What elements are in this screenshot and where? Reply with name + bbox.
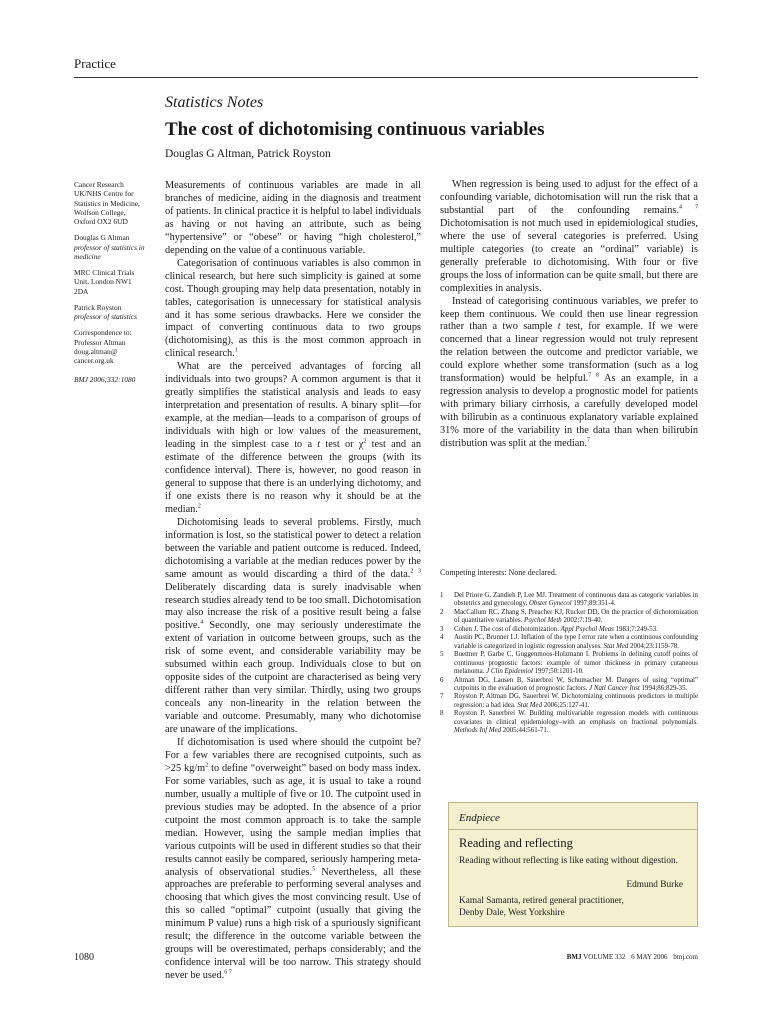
header-divider — [74, 77, 698, 78]
journal-name: BMJ — [566, 953, 582, 961]
reference-item — [440, 592, 698, 609]
citation-text: BMJ 2006;332:1080 — [74, 375, 136, 385]
reference-text: Austin PC, Brunner LJ. Inflation of the type I error rate when a continuous confounding variable is categorized in logistic regression analyses. — [454, 634, 698, 650]
reference-citation: 1983;7:249-53. — [613, 625, 658, 633]
article-title: The cost of dichotomising continuous variables — [165, 119, 545, 140]
reference-citation: 1994;86:829-35. — [639, 684, 688, 692]
endpiece-credit-line-1: Kamal Samanta, retired general practitioner, — [459, 896, 624, 906]
reference-list — [440, 592, 698, 736]
reference-journal: Methods Inf Med — [454, 727, 502, 735]
reference-citation: 2002;7:19-40. — [561, 617, 603, 625]
ref-marker: 4 7 — [678, 204, 699, 211]
reference-item — [440, 677, 698, 694]
reference-journal: J Clin Epidemiol — [486, 668, 533, 676]
reference-item — [440, 693, 698, 710]
reference-number: 7 — [440, 693, 444, 701]
ref-marker: 5 — [312, 866, 316, 873]
reference-number: 5 — [440, 651, 444, 659]
reference-number: 6 — [440, 676, 444, 684]
paragraph-3: What are the perceived advantages of forcing all individuals into two groups? A common argument is that it greatly simplifies the statistical analysis and leads to easy interpretation and presentation of results. A binary split—for example, at the median—leads to a comparison of groups of individuals with high or low values of the measurement, leading in the simplest case to a t test or $\chi^2$ test and an estimate of the difference between the groups (with its confidence interval). There is, however, no good reason in general to suppose that there is an underlying dichotomy, and if one exists there is no reason why it should be at the median.$^2$ — [165, 361, 421, 515]
ref-marker: 7 — [587, 437, 590, 444]
endpiece-credit — [459, 896, 689, 919]
reference-number: 8 — [440, 710, 444, 718]
author-2-name: Patrick Royston — [74, 302, 122, 312]
reference-citation: 2006;25:127-41. — [542, 701, 590, 709]
correspondence — [74, 328, 146, 365]
ref-marker: 6 7 — [224, 969, 232, 976]
endpiece-title: Reading and reflecting — [459, 836, 573, 850]
section-label: Practice — [74, 56, 116, 71]
paragraph-4: Dichotomising leads to several problems. Firstly, much information is lost, so the statistical power to detect a relation between the variable and patient outcome is reduced. Indeed, dichotomising a variable at the median reduces power by the same amount as would discarding a third of the data.$^{2 3}$ Deliberately discarding data is surely inadvisable when research studies already tend to be too small. Dichotomisation may also increase the risk of a positive result being a false positive.$^4$ Secondly, one may seriously underestimate the extent of variation in outcome between groups, such as the risk of some event, and considerable variability may be subsumed within each group. Individuals close to but on opposite sides of the cutpoint are characterised as being very different rather than very similar. Thirdly, using two groups conceals any non-linearity in the relation between the variable and outcome. Presumably, many who dichotomise are unaware of the implications. — [165, 516, 422, 736]
author-1-role: professor of statistics in medicine — [74, 242, 145, 261]
author-line: Douglas G Altman, Patrick Royston — [165, 148, 331, 160]
ref-marker: 7 8 — [588, 372, 599, 379]
journal-volume: VOLUME 332 — [583, 953, 626, 961]
reference-citation: 2004;23:1159-78. — [628, 642, 679, 650]
endpiece-divider — [449, 829, 697, 830]
reference-number: 3 — [440, 625, 444, 633]
reference-item — [440, 651, 698, 676]
reference-number: 2 — [440, 608, 444, 616]
series-title: Statistics Notes — [165, 94, 264, 111]
affiliation-2: MRC Clinical Trials Unit, London NW1 2DA — [74, 268, 135, 296]
author-2-role: professor of statistics — [74, 312, 137, 321]
reference-journal: Psychol Meth — [524, 617, 562, 625]
endpiece-quote: Reading without reflecting is like eating without digestion. — [459, 856, 678, 866]
competing-interests: Competing interests: None declared. — [440, 568, 557, 577]
author-1 — [74, 233, 146, 261]
reference-item — [440, 626, 698, 634]
correspondence-email[interactable]: doug.altman@ cancer.org.uk — [74, 346, 118, 365]
ref-marker: 4 — [200, 619, 204, 626]
journal-footer — [567, 953, 698, 961]
paragraph-6: When regression is being used to adjust for the effect of a confounding variable, dichotomisation will run the risk that a substantial part of the confounding remains.$^{4 7}$ Dichotomisation is not much used in epidemiological studies, where the use of several categories is preferred. Using multiple categories (to create an “ordinal” variable) is generally preferable to dichotomising. With four or five groups the loss of information can be quite small, but there are complexities in analysis. — [440, 179, 699, 294]
reference-journal: Stat Med — [517, 701, 543, 709]
body-column-1 — [165, 180, 422, 982]
citation — [74, 375, 146, 384]
page-number: 1080 — [74, 952, 94, 963]
reference-number: 1 — [440, 592, 444, 599]
reference-citation: 1997;50:1201-10. — [532, 668, 584, 676]
paragraph-1: Measurements of continuous variables are made in all branches of medicine, aiding in the diagnosis and treatment of patients. In clinical practice it is helpful to label individuals as having or not having an attribute, such as being “hypertensive” or “obese” or having “high cholesterol,” depending on the value of a continuous variable. — [165, 180, 421, 256]
reference-text: Royston P, Sauerbrei W. Building multivariable regression models with continuous covariates in clinical epidemiology–with an emphasis on fractional polynomials. — [454, 710, 698, 726]
paragraph-5: If dichotomisation is used where should the cutpoint be? For a few variables there are recognised cutpoints, such as >25 $kg/m^2$ to define “overweight” based on body mass index. For some variables, such as age, it is usual to take a round number, usually a multiple of five or 10. The cutpoint used in previous studies may be adopted. In the absence of a prior cutpoint the most common approach is to take the sample median. However, using the sample median implies that various cutpoints will be used in different studies so that their results cannot easily be compared, seriously hampering meta-analysis of observational studies.$^5$ Nevertheless, all these approaches are preferable to performing several analyses and choosing that which gives the most convincing result. Use of this so called “optimal” cutpoint (usually that giving the minimum P value) runs a high risk of a spuriously significant result; the difference in the outcome variable between the groups will be overestimated, perhaps considerably; and the confidence interval will be too narrow. This strategy should never be used.$^{6 7}$ — [165, 736, 421, 982]
ref-marker: 2 — [197, 503, 201, 510]
reference-journal: Obstet Gynecol — [528, 600, 572, 608]
author-sidebar — [74, 180, 146, 392]
ref-marker: 2 3 — [410, 568, 422, 575]
endpiece-label: Endpiece — [459, 812, 500, 824]
reference-text: Royston P, Altman DG, Sauerbrei W. Dichotomizing continuous predictors in multiple regression: a bad idea. — [454, 693, 698, 709]
reference-citation: 2005;44:561-71. — [501, 727, 549, 735]
correspondence-name: Professor Altman — [74, 337, 126, 347]
author-1-name: Douglas G Altman — [74, 233, 130, 243]
reference-text: MacCallum RC, Zhang S, Preacher KJ, Rucker DD. On the practice of dichotomization of quantitative variables. — [454, 608, 698, 625]
paragraph-2: Categorisation of continuous variables is also common in clinical research, but here such simplicity is gained at some cost. Though grouping may help data presentation, notably in tables, categorisation is unnecessary for statistical analysis and it has some serious drawbacks. Here we consider the impact of converting continuous data to two groups (dichotomising), as this is the most common approach in clinical research.$^1$ — [165, 257, 421, 360]
endpiece-box — [448, 802, 698, 927]
reference-citation: 1997;89:351-4. — [571, 600, 616, 608]
reference-text: Altman DG, Lausen B, Sauerbrei W, Schumacher M. Dangers of using “optimal” cutpoints in the evaluation of prognostic factors. — [454, 676, 698, 692]
reference-journal: Appl Psychol Meas — [560, 625, 614, 633]
body-column-2 — [440, 179, 698, 562]
reference-text: Cohen J. The cost of dichotomization. — [454, 625, 561, 633]
reference-number: 4 — [440, 634, 444, 642]
paragraph-7: Instead of categorising continuous variables, we prefer to keep them continuous. We could then use linear regression rather than a two sample t test, for example. If we were concerned that a linear regression would not truly represent the relation between the outcome and predictor variable, we could explore whether some transformation (such as a log transformation) would be helpful.$^{7 8}$ As an example, in a regression analysis to develop a prognostic model for patients with primary biliary cirrhosis, a carefully developed model with bilirubin as a continuous explanatory variable explained 31% more of the variability in the data than when bilirubin distribution was split at the median.$^7$ — [440, 295, 698, 450]
endpiece-credit-line-2: Denby Dale, West Yorkshire — [459, 907, 565, 918]
journal-website[interactable]: bmj.com — [673, 953, 698, 961]
reference-journal: J Natl Cancer Inst — [589, 684, 640, 692]
affiliation-1: Cancer Research UK/NHS Centre for Statistics in Medicine, Wolfson College, Oxford OX2 6UD — [74, 180, 140, 226]
endpiece-attribution: Edmund Burke — [626, 880, 683, 890]
reference-text: Buettner P, Garbe C, Guggenmoos-Holzmann I. Problems in defining cutoff points of continuous prognostic factors: example of tumor thickness in primary cutaneous melanoma. — [454, 651, 698, 676]
reference-item — [440, 710, 698, 735]
journal-date: 6 MAY 2006 — [631, 953, 668, 961]
author-2 — [74, 303, 146, 322]
reference-text: Del Priore G, Zandieh P, Lee MJ. Treatment of continuous data as categoric variables in obstetrics and gynecology. — [454, 592, 698, 608]
reference-item — [440, 634, 698, 651]
reference-journal: Stat Med — [603, 642, 629, 650]
reference-item — [440, 609, 698, 626]
ref-marker: 1 — [234, 347, 238, 354]
correspondence-label: Correspondence to: — [74, 328, 132, 338]
